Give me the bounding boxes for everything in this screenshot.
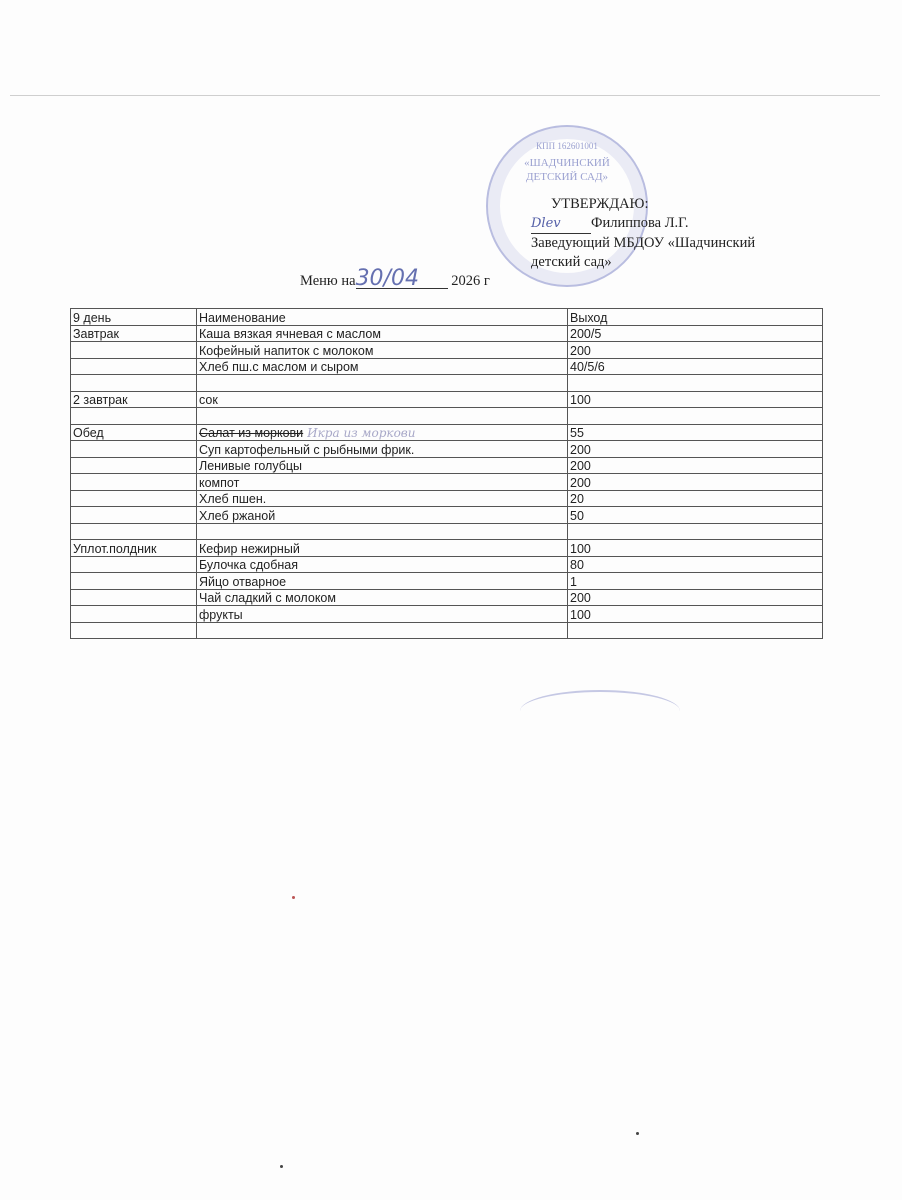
portion-cell: 40/5/6 [568, 358, 823, 375]
stamp-name: «ШАДЧИНСКИЙ [524, 157, 610, 169]
table-row [71, 540, 823, 557]
portion-cell: 20 [568, 490, 823, 507]
dish-cell: Хлеб пш.с маслом и сыром [197, 358, 568, 375]
portion-cell: 55 [568, 424, 823, 441]
approval-block [531, 195, 755, 272]
signature: Dlev [531, 214, 591, 234]
portion-cell: 50 [568, 507, 823, 524]
portion-cell [568, 375, 823, 392]
meal-cell: 2 завтрак [71, 391, 197, 408]
meal-cell [71, 490, 197, 507]
scan-speck [292, 896, 295, 899]
approval-title: УТВЕРЖДАЮ: [551, 196, 649, 212]
meal-cell [71, 408, 197, 425]
meal-cell [71, 622, 197, 639]
meal-cell [71, 606, 197, 623]
table-row [71, 424, 823, 441]
portion-cell: 100 [568, 606, 823, 623]
dish-cell: Хлеб ржаной [197, 507, 568, 524]
portion-cell: 100 [568, 391, 823, 408]
handwritten-replacement: Икра из моркови [307, 426, 416, 440]
table-row [71, 490, 823, 507]
table-row [71, 474, 823, 491]
table-row [71, 606, 823, 623]
table-row [71, 556, 823, 573]
meal-cell [71, 342, 197, 359]
dish-cell [197, 408, 568, 425]
meal-cell: Завтрак [71, 325, 197, 342]
approver-position: Заведующий МБДОУ «Шадчинский [531, 235, 756, 251]
stamp-partial [520, 690, 680, 732]
meal-cell [71, 556, 197, 573]
meal-cell [71, 358, 197, 375]
approver-name: Филиппова Л.Г. [591, 215, 689, 231]
table-row [71, 573, 823, 590]
portion-cell: 200 [568, 441, 823, 458]
scan-edge-line [10, 95, 880, 96]
table-row [71, 589, 823, 606]
meal-cell [71, 375, 197, 392]
meal-cell: Уплот.полдник [71, 540, 197, 557]
table-row [71, 391, 823, 408]
portion-cell: 1 [568, 573, 823, 590]
meal-cell [71, 523, 197, 540]
portion-cell: 200 [568, 474, 823, 491]
dish-cell: Хлеб пшен. [197, 490, 568, 507]
dish-cell: Каша вязкая ячневая с маслом [197, 325, 568, 342]
meal-cell [71, 507, 197, 524]
table-row [71, 523, 823, 540]
meal-cell [71, 573, 197, 590]
portion-cell: Выход [568, 309, 823, 326]
dish-cell: Наименование [197, 309, 568, 326]
scan-speck [636, 1132, 639, 1135]
dish-cell: Чай сладкий с молоком [197, 589, 568, 606]
dish-cell: Кофейный напиток с молоком [197, 342, 568, 359]
table-header-row [71, 309, 823, 326]
portion-cell [568, 622, 823, 639]
dish-cell [197, 424, 568, 441]
menu-year: 2026 г [451, 273, 490, 289]
portion-cell: 80 [568, 556, 823, 573]
menu-date: 30/04 [356, 270, 448, 289]
menu-prefix: Меню на [300, 273, 356, 289]
meal-cell [71, 457, 197, 474]
meal-cell [71, 441, 197, 458]
dish-cell: сок [197, 391, 568, 408]
portion-cell: 200 [568, 457, 823, 474]
table-row [71, 342, 823, 359]
meal-cell [71, 589, 197, 606]
dish-cell: Яйцо отварное [197, 573, 568, 590]
dish-cell: Суп картофельный с рыбными фрик. [197, 441, 568, 458]
approver-position-2: детский сад» [531, 254, 612, 270]
meal-cell [71, 474, 197, 491]
dish-cell: фрукты [197, 606, 568, 623]
portion-cell: 200 [568, 342, 823, 359]
table-row [71, 325, 823, 342]
meal-cell: Обед [71, 424, 197, 441]
dish-cell [197, 523, 568, 540]
table-row [71, 408, 823, 425]
portion-cell [568, 523, 823, 540]
portion-cell [568, 408, 823, 425]
table-row [71, 358, 823, 375]
menu-table [70, 308, 823, 639]
dish-cell: компот [197, 474, 568, 491]
struck-dish: Салат из моркови [199, 426, 304, 440]
portion-cell: 200/5 [568, 325, 823, 342]
meal-cell: 9 день [71, 309, 197, 326]
scan-speck [280, 1165, 283, 1168]
table-row [71, 622, 823, 639]
portion-cell: 100 [568, 540, 823, 557]
dish-cell: Кефир нежирный [197, 540, 568, 557]
table-row [71, 375, 823, 392]
menu-title [300, 266, 490, 291]
dish-cell: Ленивые голубцы [197, 457, 568, 474]
dish-cell: Булочка сдобная [197, 556, 568, 573]
stamp-kpp: КПП 162601001 [536, 141, 598, 151]
stamp-name-2: ДЕТСКИЙ САД» [526, 171, 608, 183]
table-row [71, 441, 823, 458]
table-row [71, 507, 823, 524]
table-row [71, 457, 823, 474]
dish-cell [197, 622, 568, 639]
dish-cell [197, 375, 568, 392]
portion-cell: 200 [568, 589, 823, 606]
